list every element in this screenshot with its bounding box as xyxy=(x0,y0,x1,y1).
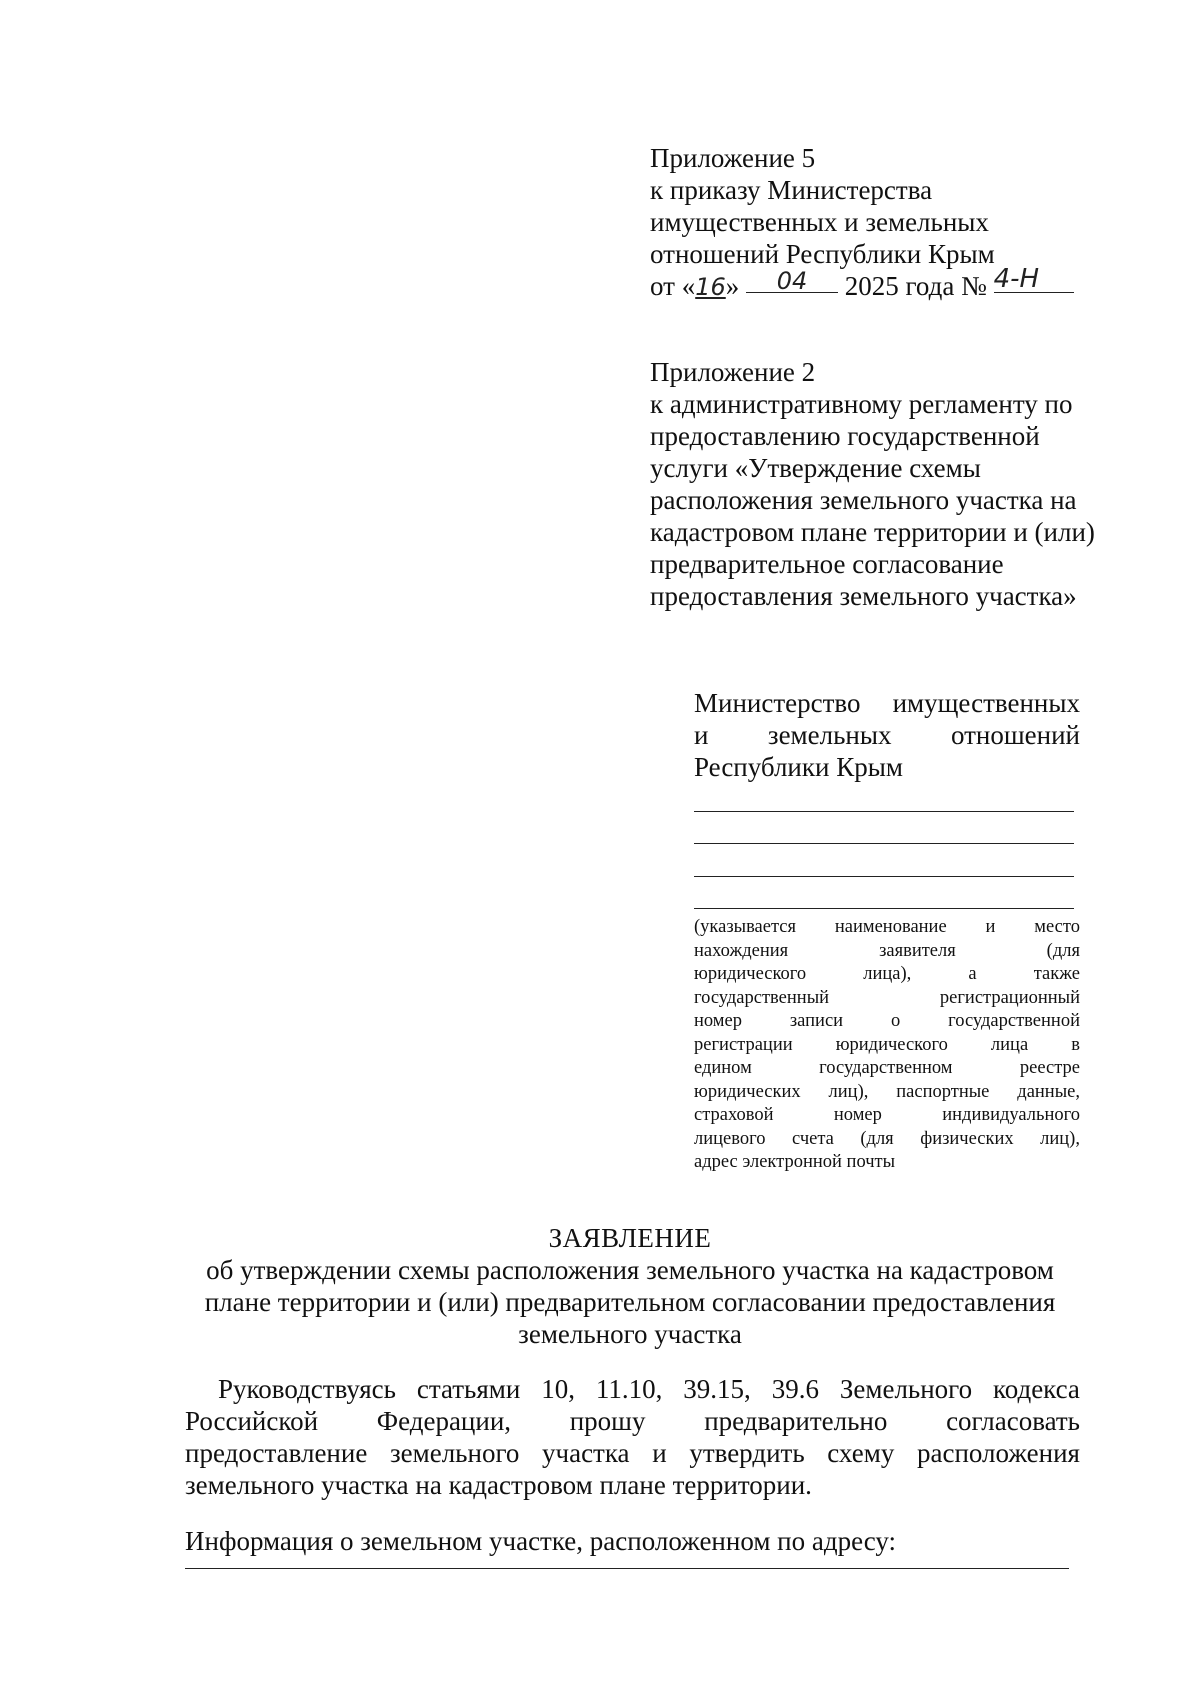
applicant-blank-line xyxy=(694,876,1074,877)
word: государственной xyxy=(948,1011,1080,1031)
word: нахождения xyxy=(694,940,789,961)
body-line xyxy=(185,1373,1080,1405)
word: юридического xyxy=(694,964,807,984)
word: паспортные xyxy=(896,1081,990,1102)
body-line xyxy=(185,1437,1080,1469)
word: Российской xyxy=(185,1406,319,1436)
addressee-line: Республики Крым xyxy=(694,752,903,782)
appendix-2-line: к административному регламенту по xyxy=(650,389,1073,419)
hint-line: адрес электронной почты xyxy=(694,1152,896,1172)
word: наименование xyxy=(834,917,947,937)
word: юридических xyxy=(694,1081,801,1102)
appendix-2-line: предоставления земельного участка» xyxy=(650,581,1077,611)
word: а xyxy=(968,964,977,984)
applicant-blank-line xyxy=(694,908,1074,909)
word: в xyxy=(1071,1034,1080,1055)
month-field xyxy=(746,267,838,295)
word: прошу xyxy=(569,1406,646,1436)
word: страховой xyxy=(694,1105,774,1125)
applicant-blank-line xyxy=(694,811,1074,812)
word: и xyxy=(694,720,709,750)
body-paragraph xyxy=(185,1373,1080,1501)
appendix-5-line: к приказу Министерства xyxy=(650,175,933,205)
word: кодекса xyxy=(992,1374,1080,1404)
word: номер xyxy=(694,1011,742,1031)
word: лиц), xyxy=(1040,1128,1080,1149)
word: участка xyxy=(542,1438,630,1468)
document-heading: ЗАЯВЛЕНИЕ xyxy=(548,1223,712,1253)
hint-line xyxy=(694,963,1080,987)
word: (для xyxy=(1046,940,1080,961)
document-subtitle-line: земельного участка xyxy=(518,1319,742,1349)
hint-line xyxy=(694,1034,1080,1058)
hint-line xyxy=(694,940,1080,964)
word: 11.10, xyxy=(595,1374,663,1404)
address-blank-line xyxy=(185,1568,1069,1569)
hint-line xyxy=(694,1081,1080,1105)
handwritten-number: 4-Н xyxy=(993,264,1040,294)
handwritten-month: 04 xyxy=(776,267,808,295)
appendix-2-block xyxy=(650,356,1095,612)
appendix-2-line: Приложение 2 xyxy=(650,357,816,387)
hint-line xyxy=(694,916,1080,940)
document-subtitle-line: плане территории и (или) предварительном согласовании предоставления xyxy=(204,1287,1056,1317)
word: юридического xyxy=(835,1034,948,1055)
word: 39.6 xyxy=(771,1374,819,1404)
word: согласовать xyxy=(946,1406,1080,1436)
addressee-line xyxy=(694,687,1080,719)
word: лица), xyxy=(863,964,912,984)
word: номер xyxy=(833,1105,882,1125)
appendix-5-line: отношений Республики Крым xyxy=(650,239,995,269)
word: счета xyxy=(791,1128,834,1149)
hint-line xyxy=(694,1057,1080,1081)
hint-line xyxy=(694,1010,1080,1034)
appendix-2-line: кадастровом плане территории и (или) xyxy=(650,517,1095,547)
word: данные, xyxy=(1017,1081,1080,1102)
word: земельного xyxy=(389,1438,520,1468)
body-line xyxy=(185,1405,1080,1437)
word: физических xyxy=(920,1128,1014,1149)
word: 39.15, xyxy=(683,1374,751,1404)
document-subtitle-line: об утверждении схемы расположения земельного участка на кадастровом xyxy=(206,1255,1054,1285)
land-info-label: Информация о земельном участке, расположенном по адресу: xyxy=(185,1526,897,1556)
appendix-2-line: услуги «Утверждение схемы xyxy=(650,453,981,483)
word: расположения xyxy=(916,1438,1080,1468)
document-title-block xyxy=(0,1222,1200,1350)
appendix-2-line: предоставлению государственной xyxy=(650,421,1040,451)
word: схему xyxy=(827,1438,895,1468)
number-field xyxy=(993,264,1074,294)
word: (для xyxy=(860,1128,894,1149)
word: и xyxy=(985,917,996,937)
word: лиц), xyxy=(828,1081,869,1102)
word: 10, xyxy=(541,1374,575,1404)
applicant-blank-line xyxy=(694,843,1074,844)
word: предварительно xyxy=(704,1406,888,1436)
year-text: 2025 года № xyxy=(844,271,987,301)
word: лицевого xyxy=(694,1128,766,1149)
word: Федерации, xyxy=(376,1406,512,1436)
date-mid: » xyxy=(725,271,740,301)
handwritten-day: 16 xyxy=(695,273,726,301)
word: Земельного xyxy=(839,1374,973,1404)
word: имущественных xyxy=(892,688,1080,718)
word: также xyxy=(1033,964,1080,984)
appendix-5-line: имущественных и земельных xyxy=(650,207,989,237)
word: статьями xyxy=(416,1374,521,1404)
word: едином xyxy=(694,1058,752,1078)
word: государственный xyxy=(694,987,830,1008)
word: (указывается xyxy=(694,917,797,937)
word: регистрационный xyxy=(939,987,1080,1008)
appendix-5-line: Приложение 5 xyxy=(650,143,816,173)
word: Министерство xyxy=(694,688,861,718)
word: записи xyxy=(789,1011,844,1031)
word: индивидуального xyxy=(942,1105,1080,1125)
appendix-2-line: предварительное согласование xyxy=(650,549,1004,579)
word: реестре xyxy=(1019,1058,1080,1078)
word: земельных xyxy=(767,720,892,750)
appendix-2-line: расположения земельного участка на xyxy=(650,485,1077,515)
word: место xyxy=(1034,917,1080,937)
word: государственном xyxy=(819,1058,953,1078)
appendix-5-block xyxy=(650,142,1074,303)
word: заявителя xyxy=(879,940,956,961)
word: о xyxy=(890,1011,901,1031)
word: регистрации xyxy=(694,1034,793,1055)
order-date-line xyxy=(650,264,1074,303)
body-line: земельного участка на кадастровом плане территории. xyxy=(185,1470,812,1500)
hint-line xyxy=(694,1104,1080,1128)
word: отношений xyxy=(950,720,1080,750)
hint-line xyxy=(694,1128,1080,1152)
addressee-block xyxy=(694,687,1080,783)
word: и xyxy=(652,1438,667,1468)
addressee-line xyxy=(694,719,1080,751)
word: лица xyxy=(990,1034,1029,1055)
word: утвердить xyxy=(689,1438,805,1468)
word: Руководствуясь xyxy=(218,1374,396,1404)
applicant-hint xyxy=(694,916,1080,1175)
date-prefix: от « xyxy=(650,271,696,301)
word: предоставление xyxy=(185,1438,368,1468)
hint-line xyxy=(694,987,1080,1011)
